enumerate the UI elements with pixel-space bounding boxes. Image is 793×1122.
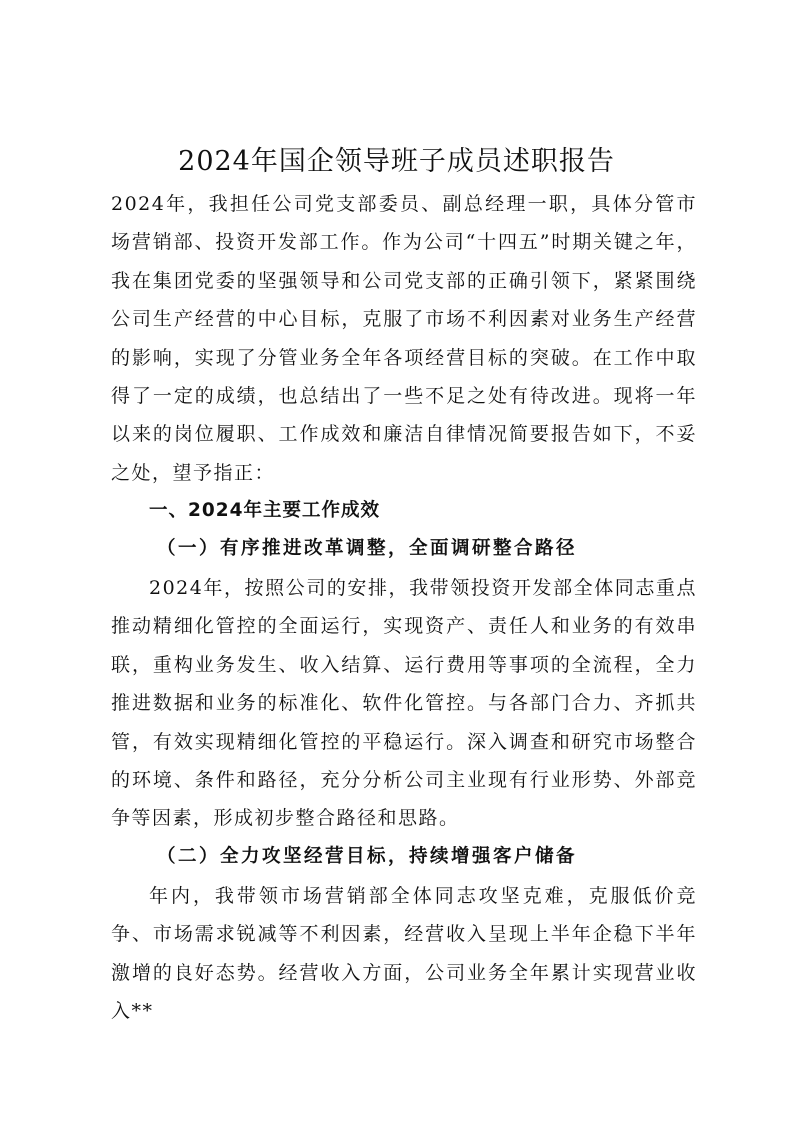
- subsection-paragraph-business-targets: 年内，我带领市场营销部全体同志攻坚克难，克服低价竞争、市场需求锐减等不利因素，经营收入呈现上半年企稳下半年激增的良好态势。经营收入方面，公司业务全年累计实现营业收入**: [111, 885, 697, 1023]
- document-title: 2024年国企领导班子成员述职报告: [178, 146, 615, 177]
- intro-paragraph: 2024年，我担任公司党支部委员、副总经理一职，具体分管市场营销部、投资开发部工作。作为公司“十四五”时期关键之年，我在集团党委的坚强领导和公司党支部的正确引领下，紧紧围绕公司生产经营的中心目标，克服了市场不利因素对业务生产经营的影响，实现了分管业务全年各项经营目标的突破。在工作中取得了一定的成绩，也总结出了一些不足之处有待改进。现将一年以来的岗位履职、工作成效和廉洁自律情况简要报告如下，不妥之处，望予指正：: [111, 193, 697, 484]
- subsection-heading-business-targets: （二）全力攻坚经营目标，持续增强客户储备: [157, 846, 578, 867]
- section-heading-main-achievements: 一、2024年主要工作成效: [149, 500, 380, 521]
- subsection-paragraph-reform: 2024年，按照公司的安排，我带领投资开发部全体同志重点推动精细化管控的全面运行，实现资产、责任人和业务的有效串联，重构业务发生、收入结算、运行费用等事项的全流程，全力推进数据和业务的标准化、软件化管控。与各部门合力、齐抓共管，有效实现精细化管控的平稳运行。深入调查和研究市场整合的环境、条件和路径，充分分析公司主业现有行业形势、外部竞争等因素，形成初步整合路径和思路。: [111, 577, 697, 830]
- subsection-heading-reform: （一）有序推进改革调整，全面调研整合路径: [157, 538, 578, 559]
